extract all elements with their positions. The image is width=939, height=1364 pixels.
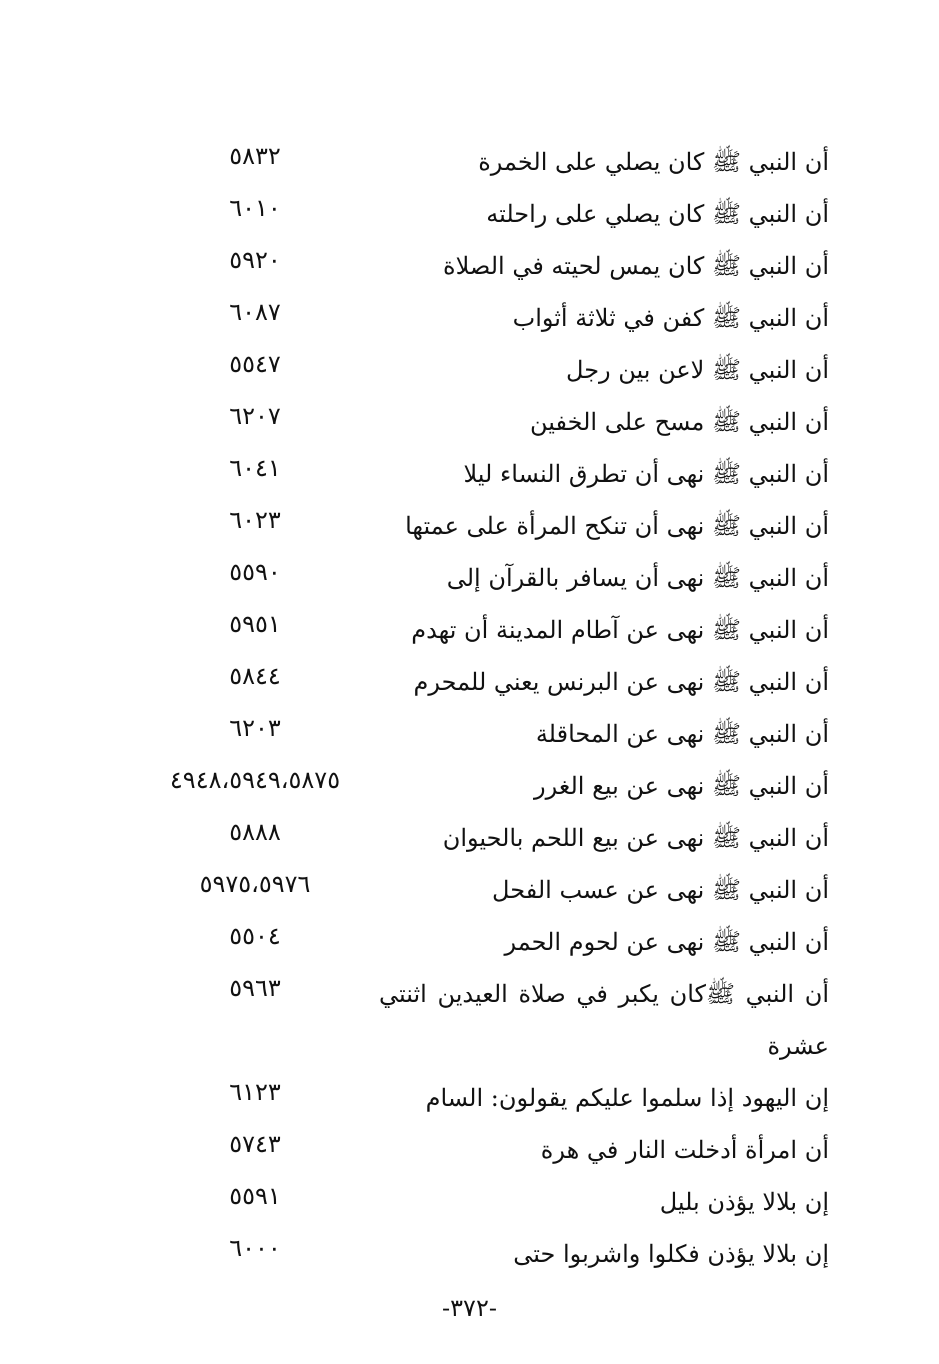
hadith-text: أن النبي ﷺ نهى عن البرنس يعني للمحرم [413, 668, 829, 696]
index-entry [0, 1118, 939, 1170]
index-entry [0, 130, 939, 182]
hadith-number: ٥٧٤٣ [229, 1130, 281, 1158]
hadith-number: ٦٠٢٣ [229, 506, 281, 534]
hadith-number: ٦٠٤١ [229, 454, 281, 482]
hadith-text: أن النبي ﷺكان يكبر في صلاة العيدين اثنتي عشرة [379, 980, 829, 1060]
hadith-text: أن النبي ﷺ كان يصلي على راحلته [486, 200, 829, 228]
hadith-number: ٤٩٤٨،٥٩٤٩،٥٨٧٥ [169, 766, 341, 794]
index-entry [0, 598, 939, 650]
hadith-number: ٥٩٦٣ [229, 974, 281, 1002]
hadith-number: ٦٠٠٠ [229, 1234, 281, 1262]
hadith-number: ٥٩٧٥،٥٩٧٦ [199, 870, 311, 898]
hadith-text: أن النبي ﷺ نهى عن بيع اللحم بالحيوان [442, 824, 829, 852]
hadith-text: أن النبي ﷺ كفن في ثلاثة أثواب [512, 304, 829, 332]
hadith-number: ٥٥٩٠ [229, 558, 281, 586]
index-entry [0, 702, 939, 754]
index-entry [0, 546, 939, 598]
index-entry [0, 650, 939, 702]
index-entry [0, 1222, 939, 1274]
index-entry [0, 962, 939, 1066]
index-entry [0, 1170, 939, 1222]
hadith-number: ٥٥٤٧ [229, 350, 281, 378]
index-entry [0, 390, 939, 442]
hadith-number: ٥٩٥١ [229, 610, 281, 638]
hadith-text: أن النبي ﷺ نهى أن يسافر بالقرآن إلى [446, 564, 829, 592]
hadith-text: إن اليهود إذا سلموا عليكم يقولون: السام [425, 1084, 829, 1112]
index-entry [0, 754, 939, 806]
index-entry [0, 494, 939, 546]
page-number: -٣٧٢- [442, 1294, 497, 1322]
index-entry [0, 858, 939, 910]
hadith-text: إن بلالا يؤذن فكلوا واشربوا حتى [513, 1240, 829, 1268]
hadith-number: ٥٨٣٢ [229, 142, 281, 170]
index-entry [0, 442, 939, 494]
hadith-number: ٦٠١٠ [229, 194, 281, 222]
index-entry [0, 234, 939, 286]
hadith-text: أن النبي ﷺ نهى عن لحوم الحمر [504, 928, 829, 956]
hadith-text: أن امرأة أدخلت النار في هرة [540, 1136, 829, 1164]
hadith-number: ٥٩٢٠ [229, 246, 281, 274]
hadith-index-list [0, 130, 939, 1274]
hadith-number: ٦٠٨٧ [229, 298, 281, 326]
index-entry [0, 910, 939, 962]
index-entry [0, 806, 939, 858]
hadith-text: أن النبي ﷺ مسح على الخفين [529, 408, 829, 436]
hadith-number: ٥٨٤٤ [229, 662, 281, 690]
index-entry [0, 1066, 939, 1118]
hadith-number: ٥٥٩١ [229, 1182, 281, 1210]
hadith-text: أن النبي ﷺ لاعن بين رجل [566, 356, 829, 384]
hadith-text: أن النبي ﷺ نهى أن تطرق النساء ليلا [463, 460, 829, 488]
hadith-number: ٥٥٠٤ [229, 922, 281, 950]
hadith-number: ٦٢٠٣ [229, 714, 281, 742]
hadith-number: ٥٨٨٨ [229, 818, 281, 846]
index-entry [0, 338, 939, 390]
hadith-text: إن بلالا يؤذن بليل [659, 1188, 829, 1216]
hadith-text: أن النبي ﷺ نهى عن المحاقلة [535, 720, 829, 748]
index-entry [0, 286, 939, 338]
hadith-text: أن النبي ﷺ كان يصلي على الخمرة [478, 148, 829, 176]
hadith-text: أن النبي ﷺ نهى أن تنكح المرأة على عمتها [405, 512, 829, 540]
hadith-number: ٦١٢٣ [229, 1078, 281, 1106]
hadith-text: أن النبي ﷺ نهى عن بيع الغرر [534, 772, 829, 800]
index-entry [0, 182, 939, 234]
hadith-text: أن النبي ﷺ كان يمس لحيته في الصلاة [443, 252, 829, 280]
hadith-text: أن النبي ﷺ نهى عن عسب الفحل [492, 876, 829, 904]
hadith-number: ٦٢٠٧ [229, 402, 281, 430]
hadith-text: أن النبي ﷺ نهى عن آطام المدينة أن تهدم [411, 616, 829, 644]
